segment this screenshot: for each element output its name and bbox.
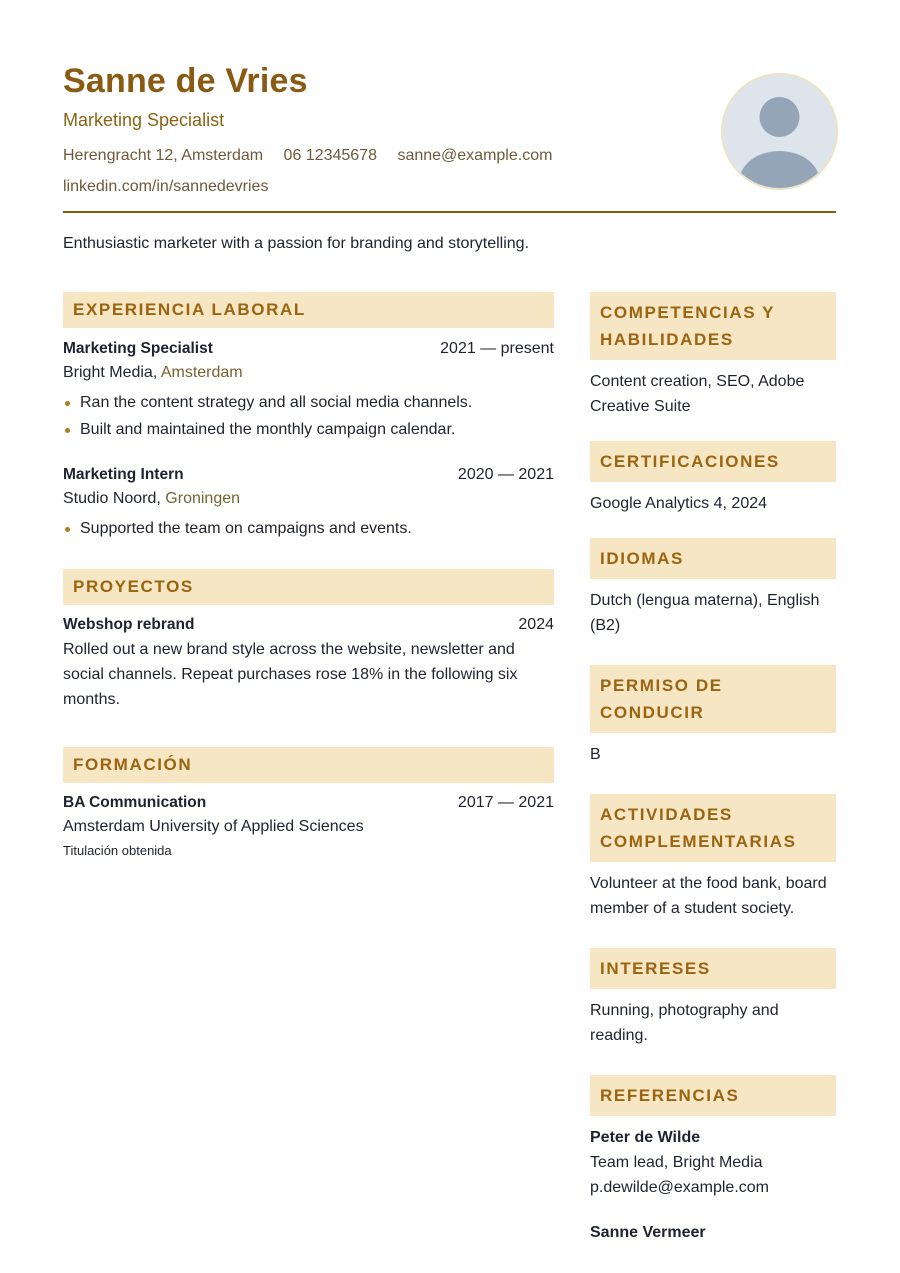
project-year: 2024 (518, 616, 554, 633)
company-city: Amsterdam (160, 364, 243, 381)
section-heading-projects: PROYECTOS (63, 569, 554, 605)
section-heading-certifications: CERTIFICACIONES (590, 441, 836, 482)
header-divider (63, 211, 836, 213)
languages-section (590, 538, 836, 638)
job-role: Marketing Intern (63, 466, 184, 483)
section-heading-experience: EXPERIENCIA LABORAL (63, 292, 554, 328)
side-column (590, 292, 836, 1273)
job-bullets (63, 389, 554, 443)
reference-entry (590, 1220, 836, 1245)
education-degree: BA Communication (63, 794, 207, 811)
education-entry (63, 791, 554, 863)
section-heading-interests: INTERESES (590, 948, 836, 989)
section-heading-license: PERMISO DE CONDUCIR (590, 665, 836, 733)
project-entry (63, 613, 554, 712)
section-heading-languages: IDIOMAS (590, 538, 836, 579)
job-role: Marketing Specialist (63, 340, 213, 357)
job-company (63, 361, 554, 385)
skills-text: Content creation, SEO, Adobe Creative Suite (590, 373, 805, 415)
reference-name: Sanne Vermeer (590, 1224, 706, 1241)
activities-section (590, 794, 836, 921)
reference-role: Team lead, Bright Media (590, 1154, 763, 1171)
reference-name: Peter de Wilde (590, 1129, 701, 1146)
experience-entry (63, 463, 554, 542)
skills-section (590, 292, 836, 419)
main-column (63, 292, 554, 863)
company-name: Studio Noord, (63, 490, 161, 507)
phone-text: 06 12345678 (283, 147, 377, 164)
job-bullets (63, 515, 554, 542)
experience-entry (63, 337, 554, 443)
interests-text: Running, photography and reading. (590, 1002, 779, 1044)
candidate-title: Marketing Specialist (63, 110, 225, 130)
reference-entry (590, 1125, 836, 1200)
job-company (63, 487, 554, 511)
license-section (590, 665, 836, 767)
interests-section (590, 948, 836, 1048)
user-silhouette-icon (723, 75, 836, 188)
summary-text: Enthusiastic marketer with a passion for branding and storytelling. (63, 235, 530, 252)
section-heading-activities: ACTIVIDADES COMPLEMENTARIAS (590, 794, 836, 862)
list-item: Supported the team on campaigns and events. (63, 515, 554, 542)
section-heading-skills: COMPETENCIAS Y HABILIDADES (590, 292, 836, 360)
candidate-name: Sanne de Vries (63, 62, 308, 100)
project-description: Rolled out a new brand style across the website, newsletter and social channels. Repeat purchases rose 18% in the following six months. (63, 641, 518, 708)
license-text: B (590, 746, 601, 763)
education-dates: 2017 — 2021 (457, 794, 554, 811)
certifications-text: Google Analytics 4, 2024 (590, 495, 768, 512)
activities-text: Volunteer at the food bank, board member of a student society. (590, 875, 827, 917)
list-item: Built and maintained the monthly campaign calendar. (63, 416, 554, 443)
education-note: Titulación obtenida (63, 843, 172, 858)
reference-email[interactable]: p.dewilde@example.com (590, 1179, 769, 1196)
linkedin-link[interactable]: linkedin.com/in/sannedevries (63, 178, 269, 195)
list-item: Ran the content strategy and all social media channels. (63, 389, 554, 416)
company-name: Bright Media, (63, 364, 158, 381)
languages-text: Dutch (lengua materna), English (B2) (590, 592, 820, 634)
contact-line (63, 147, 568, 165)
company-city: Groningen (165, 490, 241, 507)
section-heading-references: REFERENCIAS (590, 1075, 836, 1116)
resume-header (63, 60, 836, 214)
job-dates: 2020 — 2021 (457, 466, 554, 483)
job-dates: 2021 — present (440, 340, 554, 357)
address-text: Herengracht 12, Amsterdam (63, 147, 264, 164)
education-school: Amsterdam University of Applied Sciences (63, 818, 364, 835)
avatar (721, 73, 838, 190)
section-heading-education: FORMACIÓN (63, 747, 554, 783)
references-section (590, 1075, 836, 1245)
email-link[interactable]: sanne@example.com (397, 147, 553, 164)
project-name: Webshop rebrand (63, 616, 195, 633)
certifications-section (590, 441, 836, 516)
